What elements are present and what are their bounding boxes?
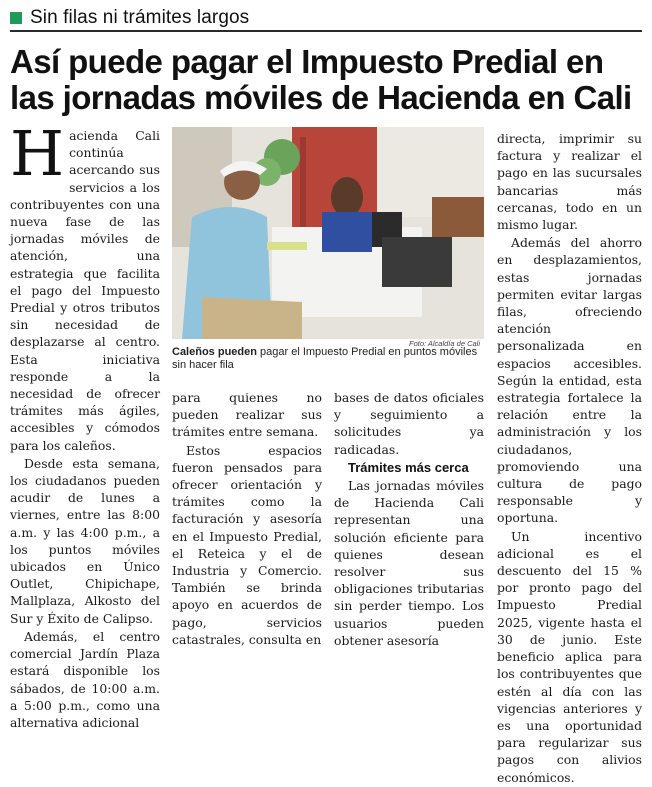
column-1	[10, 117, 160, 732]
paragraph: directa, imprimir su factura y realizar el pago en las sucursales bancarias más cercanas, todo en un mismo lugar.	[497, 131, 642, 233]
caption-bold: Caleños pueden	[172, 346, 257, 358]
caption-text: pagar el Impuesto Predial en puntos móviles sin hacer fila	[172, 346, 478, 371]
paragraph: Estos espacios fueron pensados para ofrecer orientación y trámites como la facturación y asesoría en el Impuesto Predial, el Reteica y el de Industria y Comercio. También se brinda apoyo en acuerdos de pago, servicios catastrales, consulta en	[172, 442, 322, 647]
paragraph: Además, el centro comercial Jardín Plaza estará disponible los sábados, de 10:00 a.m. a 5:00 p.m., como una alternativa adicional	[10, 628, 160, 730]
drop-cap: H	[10, 117, 65, 190]
paragraph	[10, 117, 160, 454]
headline: Así puede pagar el Impuesto Predial en las jornadas móviles de Hacienda en Cali	[10, 43, 632, 116]
subheading: Trámites más cerca	[348, 459, 469, 475]
section-square-icon	[10, 12, 22, 24]
paragraph: bases de datos oficiales y seguimiento a solicitudes ya radicadas.	[334, 390, 484, 457]
photo-illustration-icon	[172, 127, 484, 339]
section-header	[10, 6, 642, 32]
paragraph: Además del ahorro en desplazamientos, estas jornadas permiten evitar largas filas, ofreciendo atención personalizada en espacios accesibles. Según la entidad, esta estrategia fortalece la relación entre la administración y los ciudadanos, promoviendo una cultura de pago responsable y oportuna.	[497, 235, 642, 526]
photo-caption	[172, 346, 484, 372]
paragraph: Desde esta semana, los ciudadanos pueden acudir de lunes a viernes, entre las 8:00 a.m. y las 4:00 p.m., a los puntos móviles ubicados en Único Outlet, Chipichape, Mallplaza, Alkosto del Sur y Éxito de Calipso.	[10, 455, 160, 626]
paragraph-text: acienda Cali continúa acercando sus servicios a los contribuyentes con una nueva fase de las jornadas móviles de atención, una estrategia que facilita el pago del Impuesto Predial y otros tributos sin necesidad de desplazarse al centro. Esta iniciativa responde a la necesidad de ofrecer trámites más ágiles, accesibles y cómodos para los caleños.	[10, 128, 160, 453]
column-3	[334, 389, 484, 650]
article-photo	[172, 127, 484, 339]
paragraph: Las jornadas móviles de Hacienda Cali representan una solución eficiente para quienes desean resolver sus obligaciones tributarias sin perder tiempo. Los usuarios pueden obtener asesoría	[334, 478, 484, 648]
paragraph: Un incentivo adicional es el descuento del 15 % por pronto pago del Impuesto Predial 2025, vigente hasta el 30 de junio. Este beneficio aplica para los contribuyentes que estén al día con las vigencias anteriores y es una oportunidad para regularizar sus pagos con alivios económicos.	[497, 528, 642, 785]
photo-credit: Foto: Alcaldía de Cali	[408, 339, 480, 348]
column-4	[497, 130, 642, 787]
paragraph: para quienes no pueden realizar sus trámites entre semana.	[172, 390, 322, 440]
section-kicker: Sin filas ni trámites largos	[30, 7, 250, 28]
column-2	[172, 389, 322, 649]
